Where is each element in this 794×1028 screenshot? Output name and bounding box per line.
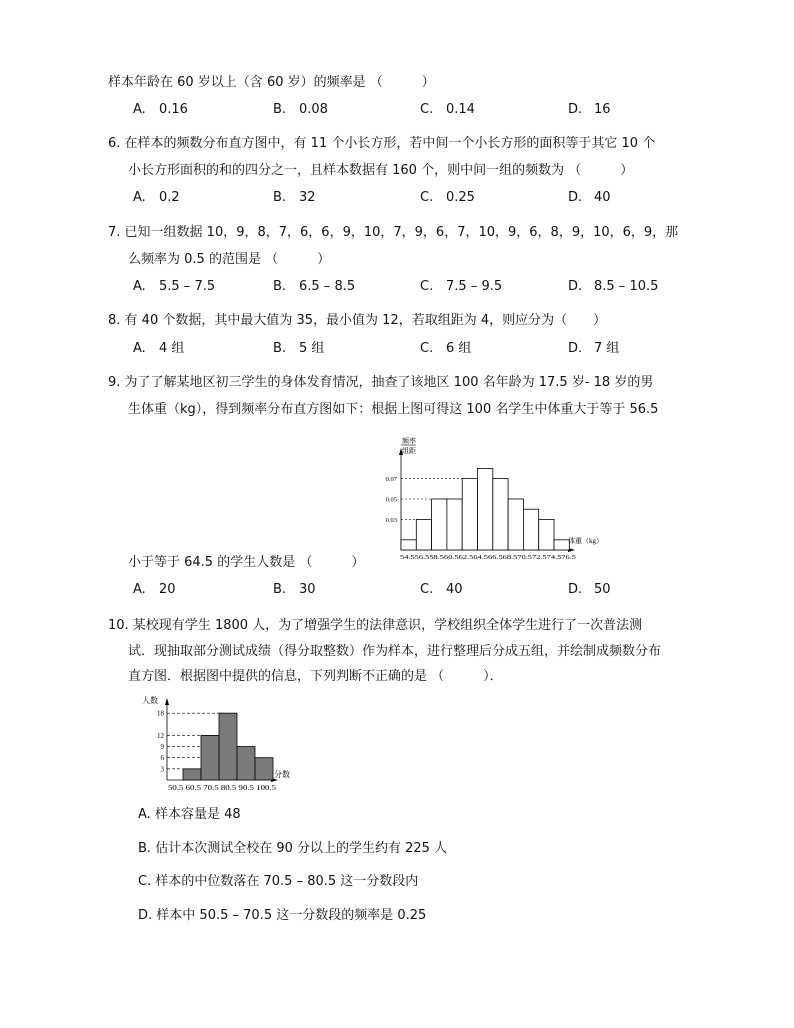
weight-y-tick-label: 0.05 bbox=[385, 496, 397, 504]
weight-x-tick-labels: 54.556.558.560.562.564.566.568.570.572.574.576.5 bbox=[400, 554, 577, 561]
score-bar bbox=[183, 769, 201, 780]
q9-option-d[interactable]: D. 50 bbox=[568, 582, 611, 597]
weight-y-tick-label: 0.07 bbox=[385, 476, 397, 484]
q9-option-b[interactable]: B. 30 bbox=[273, 582, 316, 597]
weight-histogram bbox=[368, 434, 608, 564]
q9-option-c[interactable]: C. 40 bbox=[420, 582, 463, 597]
q5-option-c[interactable]: C. 0.14 bbox=[420, 102, 475, 117]
score-bar bbox=[237, 747, 255, 780]
q10-option-b[interactable]: B. 估计本次测试全校在 90 分以上的学生约有 225 人 bbox=[138, 841, 448, 856]
q10-option-a[interactable]: A. 样本容量是 48 bbox=[138, 807, 241, 822]
q5-option-d[interactable]: D. 16 bbox=[568, 102, 611, 117]
q6-option-c[interactable]: C. 0.25 bbox=[420, 190, 475, 205]
weight-bar bbox=[493, 479, 508, 550]
weight-bar bbox=[416, 519, 431, 550]
weight-xlabel: 体重（kg） bbox=[568, 537, 603, 545]
score-y-tick-label: 18 bbox=[157, 709, 164, 718]
q9-line-1: 9. 为了了解某地区初三学生的身体发育情况，抽查了该地区 100 名年龄为 17.5 岁- 18 岁的男 bbox=[108, 375, 654, 390]
weight-bar bbox=[462, 479, 477, 550]
weight-bar bbox=[432, 499, 447, 550]
q5-stem-tail: 样本年龄在 60 岁以上（含 60 岁）的频率是 （ ） bbox=[108, 75, 435, 90]
q7-option-c[interactable]: C. 7.5 – 9.5 bbox=[420, 279, 503, 294]
weight-bar bbox=[478, 468, 493, 550]
weight-ylabel-bottom: 组距 bbox=[402, 447, 416, 455]
q7-line-2: 么频率为 0.5 的范围是 （ ） bbox=[128, 252, 331, 267]
q9-option-a[interactable]: A. 20 bbox=[133, 582, 176, 597]
q10-line-2: 试．现抽取部分测试成绩（得分取整数）作为样本，进行整理后分成五组，并绘制成频数分布 bbox=[128, 644, 662, 659]
weight-bar bbox=[523, 509, 538, 550]
q9-line-3: 小于等于 64.5 的学生人数是 （ ） bbox=[128, 555, 365, 570]
score-bar bbox=[219, 713, 237, 780]
q8-option-b[interactable]: B. 5 组 bbox=[273, 341, 325, 356]
score-bar bbox=[255, 758, 273, 780]
weight-bar bbox=[539, 519, 554, 550]
score-y-tick-label: 12 bbox=[157, 731, 164, 740]
q10-option-c[interactable]: C. 样本的中位数落在 70.5 – 80.5 这一分数段内 bbox=[138, 874, 419, 889]
weight-ylabel-top: 频率 bbox=[402, 437, 416, 445]
weight-bar bbox=[554, 540, 569, 550]
q6-option-d[interactable]: D. 40 bbox=[568, 190, 611, 205]
weight-bar bbox=[401, 540, 416, 550]
q9-line-2: 生体重（kg），得到频率分布直方图如下：根据上图可得这 100 名学生中体重大于等于 56.5 bbox=[128, 402, 659, 417]
score-ylabel: 人数 bbox=[142, 696, 158, 705]
q7-option-b[interactable]: B. 6.5 – 8.5 bbox=[273, 279, 356, 294]
q6-option-b[interactable]: B. 32 bbox=[273, 190, 316, 205]
score-y-tick-label: 3 bbox=[160, 765, 164, 774]
q6-line-1: 6. 在样本的频数分布直方图中，有 11 个小长方形，若中间一个小长方形的面积等于其它 10 个 bbox=[108, 136, 656, 151]
q8-line-1: 8. 有 40 个数据，其中最大值为 35，最小值为 12，若取组距为 4，则应分为（ ） bbox=[108, 313, 607, 328]
weight-bar bbox=[508, 499, 523, 550]
score-histogram bbox=[138, 692, 298, 796]
q10-line-3: 直方图．根据图中提供的信息，下列判断不正确的是 （ ）． bbox=[128, 669, 503, 684]
score-y-tick-label: 9 bbox=[160, 743, 164, 752]
q6-line-2: 小长方形面积的和的四分之一，且样本数据有 160 个，则中间一组的频数为 （ ） bbox=[128, 163, 634, 178]
q5-option-a[interactable]: A. 0.16 bbox=[133, 102, 188, 117]
score-y-tick-label: 6 bbox=[160, 754, 164, 763]
q7-line-1: 7. 已知一组数据 10，9，8，7，6，6，9，10，7，9，6，7，10，9，6，8，9，10，6，9，那 bbox=[108, 225, 679, 240]
score-bar bbox=[201, 735, 219, 780]
q10-line-1: 10. 某校现有学生 1800 人，为了增强学生的法律意识，学校组织全体学生进行了一次普法测 bbox=[108, 618, 643, 633]
q8-option-a[interactable]: A. 4 组 bbox=[133, 341, 185, 356]
q6-option-a[interactable]: A. 0.2 bbox=[133, 190, 180, 205]
weight-bar bbox=[447, 499, 462, 550]
q7-option-a[interactable]: A. 5.5 – 7.5 bbox=[133, 279, 216, 294]
score-x-tick-labels: 50.5 60.5 70.5 80.5 90.5 100.5 bbox=[168, 784, 277, 792]
q8-option-d[interactable]: D. 7 组 bbox=[568, 341, 620, 356]
q5-option-b[interactable]: B. 0.08 bbox=[273, 102, 328, 117]
weight-y-tick-label: 0.03 bbox=[385, 516, 397, 524]
score-xlabel: 分数 bbox=[274, 770, 290, 779]
q8-option-c[interactable]: C. 6 组 bbox=[420, 341, 472, 356]
q10-option-d[interactable]: D. 样本中 50.5 – 70.5 这一分数段的频率是 0.25 bbox=[138, 908, 427, 923]
q7-option-d[interactable]: D. 8.5 – 10.5 bbox=[568, 279, 659, 294]
